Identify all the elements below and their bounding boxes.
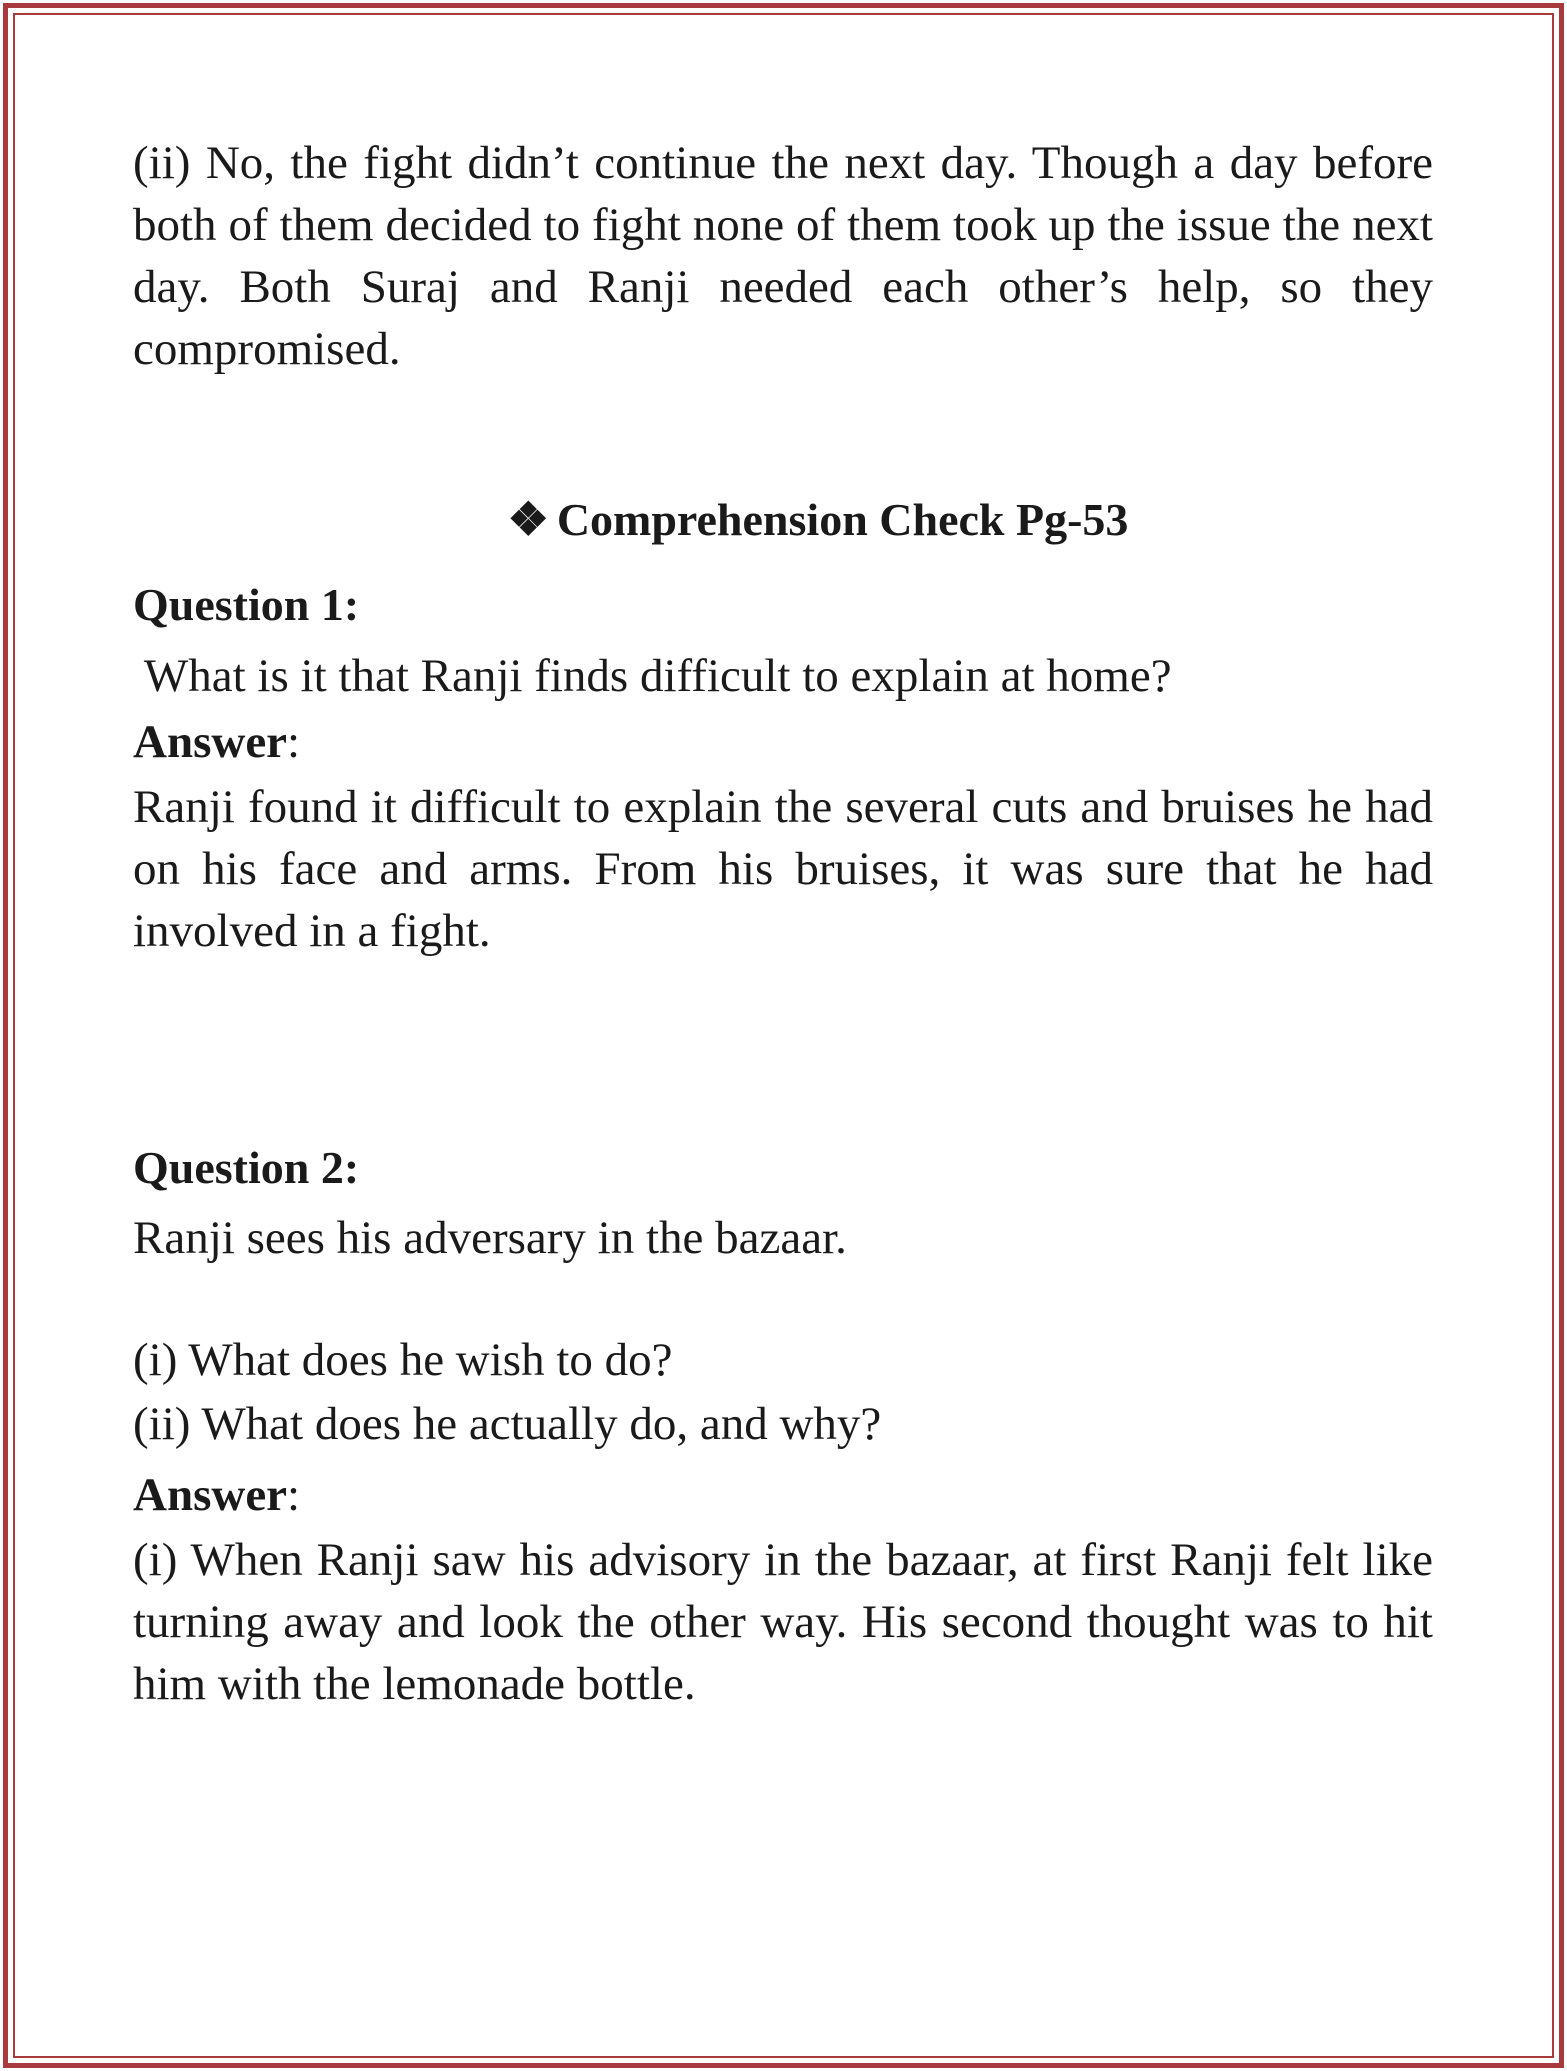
question-1-text: What is it that Ranji finds difficult to explain at home? xyxy=(133,650,1172,702)
answer-2-block xyxy=(133,1529,1433,1715)
answer-1-label: Answer: xyxy=(133,716,301,768)
answer-2-label-block xyxy=(133,1463,1433,1527)
question-2-heading: Question 2: xyxy=(133,1142,360,1193)
section-title-text: Comprehension Check Pg-53 xyxy=(556,494,1129,545)
diamond-bullet-icon: ❖ xyxy=(507,494,549,545)
question-2-subparts xyxy=(133,1328,1433,1456)
question-2-prompt-block xyxy=(133,1206,1433,1270)
section-title xyxy=(133,490,1433,550)
question-2-prompt: Ranji sees his adversary in the bazaar. xyxy=(133,1212,847,1264)
answer-1-text: Ranji found it difficult to explain the several cuts and bruises he had on his face and arms. From his bruises, it was sure that he had involved in a fight. xyxy=(133,781,1433,957)
question-2-subpart-ii: (ii) What does he actually do, and why? xyxy=(133,1398,882,1450)
question-1-text-block xyxy=(133,644,1433,708)
question-2-subpart-i: (i) What does he wish to do? xyxy=(133,1334,673,1386)
question-1-heading: Question 1: xyxy=(133,579,360,630)
answer-1-label-block xyxy=(133,710,1433,774)
answer-1-block xyxy=(133,776,1433,962)
document-body xyxy=(133,132,1433,1710)
answer-2-text: (i) When Ranji saw his advisory in the bazaar, at first Ranji felt like turning away and look the other way. His second thought was to hit him with the lemonade bottle. xyxy=(133,1534,1433,1710)
intro-answer-paragraph: (ii) No, the fight didn’t continue the next day. Though a day before both of them decided to fight none of them took up the issue the next day. Both Suraj and Ranji needed each other’s help, so they compromised. xyxy=(133,137,1433,375)
answer-2-label: Answer: xyxy=(133,1469,301,1521)
